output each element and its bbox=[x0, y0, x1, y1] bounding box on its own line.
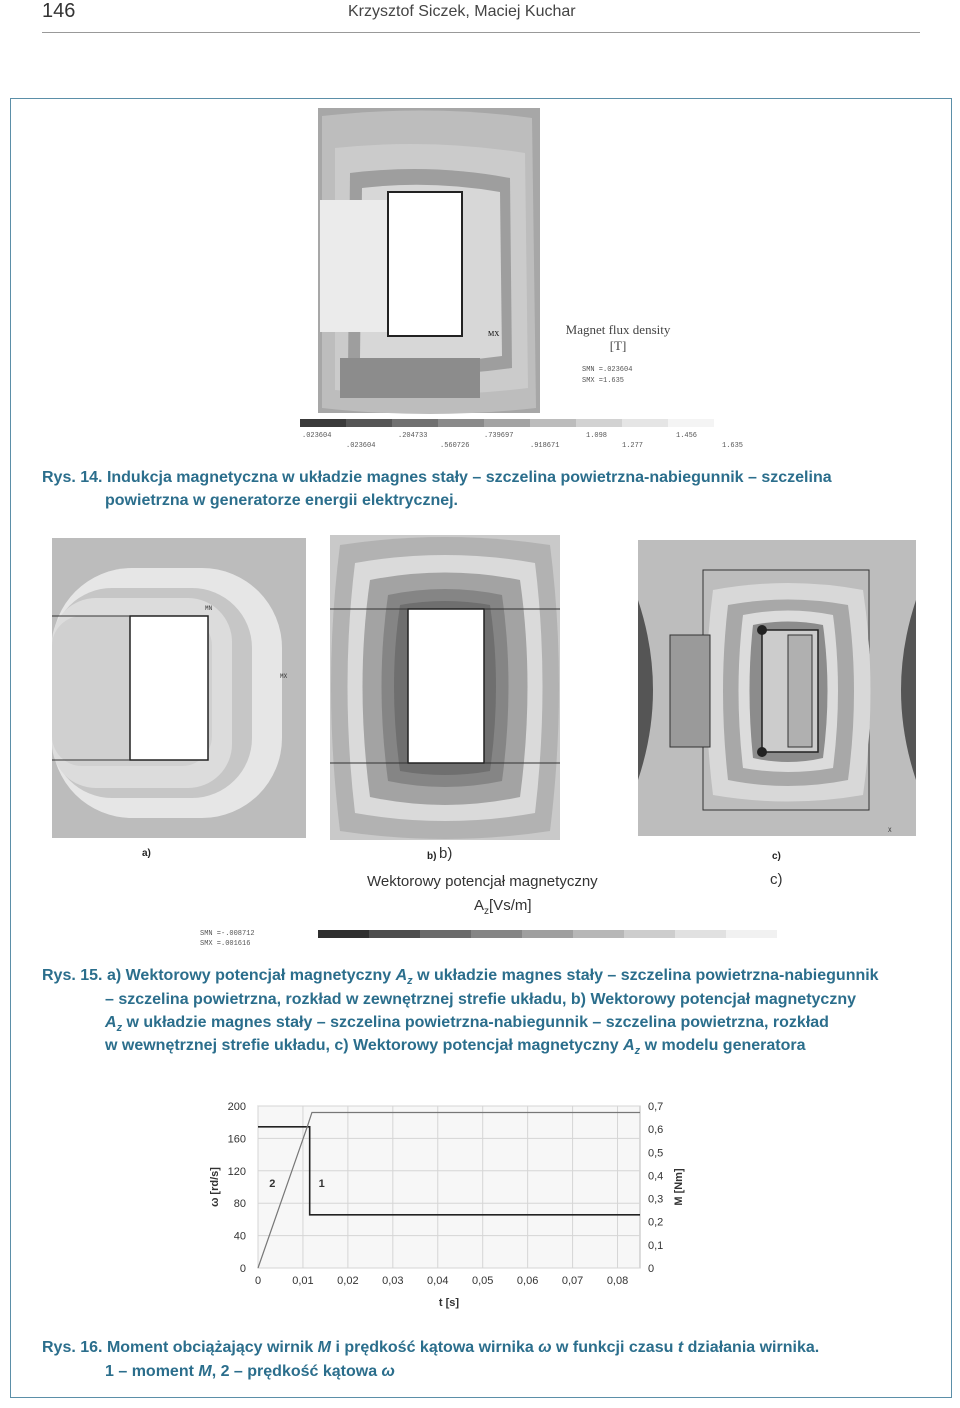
fig14-legend-smn: SMN =.023604 bbox=[582, 366, 633, 374]
fig14-caption-text-1: Indukcja magnetyczna w układzie magnes stały – szczelina powietrzna-nabiegunnik – szczelina bbox=[106, 469, 832, 486]
fig15-label-c-small: c) bbox=[772, 851, 781, 862]
fig15-caption-l1a: a) Wektorowy potencjał magnetyczny bbox=[106, 967, 396, 984]
fig14-mx-marker: MX bbox=[488, 330, 500, 338]
fig14-colorbar bbox=[300, 415, 720, 429]
fig14-scale-label: 1.098 bbox=[586, 432, 608, 440]
fig14-legend-title: Magnet flux density bbox=[565, 322, 671, 337]
fig15-caption-l1-var: A bbox=[395, 967, 408, 984]
y-right-tick-label: 0,2 bbox=[648, 1216, 664, 1229]
svg-text:MN: MN bbox=[205, 605, 213, 612]
fig14-legend-smx: SMX =1.635 bbox=[582, 377, 625, 385]
fig15-center-unit-var: A bbox=[474, 897, 485, 914]
fig14-scale-label: .204733 bbox=[398, 432, 428, 440]
y-right-tick-label: 0,5 bbox=[648, 1147, 664, 1160]
y-left-axis-label: ω [rd/s] bbox=[209, 1167, 221, 1207]
fig15-caption-l4b: w modelu generatora bbox=[640, 1037, 806, 1054]
y-right-axis-label: M [Nm] bbox=[673, 1168, 685, 1206]
y-left-tick-label: 160 bbox=[227, 1133, 246, 1146]
fig14-scale-label: .023604 bbox=[302, 432, 332, 440]
fig15-caption-l3b: w układzie magnes stały – szczelina powietrzna-nabiegunnik – szczelina powietrzna, rozkład bbox=[122, 1014, 829, 1031]
y-left-tick-label: 200 bbox=[227, 1101, 246, 1113]
page-number: 146 bbox=[42, 0, 76, 22]
fig15a-potential-image bbox=[52, 538, 306, 838]
fig15-smn: SMN =-.008712 bbox=[200, 930, 255, 938]
x-axis-label: t [s] bbox=[438, 1297, 460, 1309]
fig15-smx: SMX =.001616 bbox=[200, 940, 251, 948]
fig16-caption-l1b: i prędkość kątowa wirnika bbox=[331, 1339, 539, 1356]
x-tick-label: 0 bbox=[254, 1275, 262, 1287]
y-right-tick-label: 0,7 bbox=[648, 1101, 664, 1113]
y-right-tick-label: 0,3 bbox=[648, 1193, 664, 1206]
x-tick-label: 0,08 bbox=[606, 1275, 629, 1287]
plot-area bbox=[258, 1106, 640, 1268]
fig15-caption-l3-sub: z bbox=[116, 1022, 123, 1035]
fig14-scale-label: .739697 bbox=[484, 432, 514, 440]
fig16-caption-line-2 bbox=[105, 1360, 925, 1383]
fig16-chart bbox=[190, 1090, 710, 1325]
fig14-scale-label: 1.277 bbox=[622, 442, 644, 450]
series-label-2: 2 bbox=[269, 1178, 276, 1190]
fig15-caption-label: Rys. 15. bbox=[42, 967, 103, 984]
fig15-label-c: c) bbox=[770, 871, 783, 888]
y-left-tick-label: 80 bbox=[233, 1198, 246, 1211]
fig15b-potential-image bbox=[330, 535, 560, 840]
x-tick-label: 0,07 bbox=[561, 1275, 584, 1287]
fig14-magnet bbox=[320, 200, 388, 332]
running-header-authors: Krzysztof Siczek, Maciej Kuchar bbox=[348, 3, 576, 20]
fig14-scale-label: .918671 bbox=[530, 442, 560, 450]
x-tick-label: 0,02 bbox=[337, 1275, 359, 1287]
fig16-caption-l1a: Moment obciążający wirnik bbox=[106, 1339, 318, 1356]
x-tick-label: 0,01 bbox=[292, 1275, 314, 1287]
fig14-dark-band bbox=[340, 358, 480, 398]
fig15-label-a: a) bbox=[142, 848, 151, 859]
fig15-caption-line-2 bbox=[105, 988, 925, 1011]
fig15-center-unit-sub: z bbox=[484, 906, 490, 917]
x-tick-label: 0,04 bbox=[427, 1275, 449, 1287]
y-right-tick-label: 0,1 bbox=[648, 1239, 664, 1252]
fig14-scale-label: 1.635 bbox=[722, 442, 744, 450]
fig16-caption-l1-M: M bbox=[317, 1339, 331, 1356]
fig15-caption-l3-var: A bbox=[105, 1014, 117, 1031]
fig14-scale-label: .560726 bbox=[440, 442, 470, 450]
fig15-caption-l4-sub: z bbox=[634, 1045, 641, 1058]
fig16-caption-l1c: w funkcji czasu bbox=[551, 1339, 678, 1356]
header-rule bbox=[42, 32, 920, 33]
fig16-caption-l1-w: ω bbox=[538, 1339, 552, 1356]
fig15-center-title: Wektorowy potencjał magnetyczny bbox=[367, 873, 598, 890]
fig15c-potential-image bbox=[638, 540, 916, 836]
fig16-caption-l1-t: t bbox=[677, 1339, 684, 1356]
fig15-caption-l4-var: A bbox=[623, 1037, 635, 1054]
fig15-label-b: b) bbox=[439, 845, 453, 862]
y-right-tick-label: 0,4 bbox=[648, 1170, 664, 1183]
x-tick-label: 0,03 bbox=[382, 1275, 404, 1287]
fig15-caption-l1b: w układzie magnes stały – szczelina powietrzna-nabiegunnik bbox=[412, 967, 879, 984]
fig15-caption-l1-sub: z bbox=[407, 975, 413, 988]
fig14-scale-label: 1.456 bbox=[676, 432, 698, 440]
fig15-center-unit bbox=[474, 897, 532, 917]
fig14-air-gap bbox=[388, 192, 462, 336]
x-tick-label: 0,06 bbox=[516, 1275, 539, 1287]
svg-text:X: X bbox=[888, 827, 892, 834]
y-right-tick-label: 0,6 bbox=[648, 1124, 664, 1137]
y-right-tick-label: 0 bbox=[648, 1263, 655, 1275]
fig16-caption-l2-w: ω bbox=[381, 1363, 395, 1380]
y-left-tick-label: 0 bbox=[239, 1263, 246, 1275]
y-left-tick-label: 40 bbox=[233, 1230, 246, 1243]
fig14-flux-density-image bbox=[300, 108, 760, 458]
series-label-1: 1 bbox=[318, 1178, 325, 1190]
x-tick-label: 0,05 bbox=[471, 1275, 494, 1287]
y-left-tick-label: 120 bbox=[227, 1165, 246, 1178]
fig15-center-unit-rest: [Vs/m] bbox=[489, 897, 532, 914]
fig14-caption-text-2: powietrzna w generatorze energii elektrycznej. bbox=[105, 492, 458, 509]
fig14-caption-label: Rys. 14. bbox=[42, 469, 103, 486]
fig16-caption-l1d: działania wirnika. bbox=[683, 1339, 820, 1356]
fig16-caption-label: Rys. 16. bbox=[42, 1339, 103, 1356]
fig15-caption-line-4 bbox=[105, 1034, 925, 1063]
fig16-caption-l2a: 1 – moment bbox=[105, 1363, 199, 1380]
fig14-legend-unit: [T] bbox=[609, 338, 627, 353]
fig16-caption-l2b: , 2 – prędkość kątowa bbox=[211, 1363, 382, 1380]
fig15-colorbar bbox=[318, 927, 780, 941]
svg-text:MX: MX bbox=[280, 673, 288, 680]
fig15-caption-l4a: w wewnętrznej strefie układu, c) Wektorowy potencjał magnetyczny bbox=[105, 1037, 624, 1054]
fig15-label-b-small: b) bbox=[427, 851, 437, 862]
fig14-caption-cont bbox=[105, 489, 925, 512]
fig16-caption-line-1 bbox=[42, 1336, 922, 1359]
fig14-scale-label: .023604 bbox=[346, 442, 376, 450]
fig15-caption-l2: – szczelina powietrzna, rozkład w zewnętrznej strefie układu, b) Wektorowy potencjał magnetyczny bbox=[105, 991, 856, 1008]
fig16-caption-l2-M: M bbox=[198, 1363, 212, 1380]
fig14-caption bbox=[42, 466, 922, 489]
